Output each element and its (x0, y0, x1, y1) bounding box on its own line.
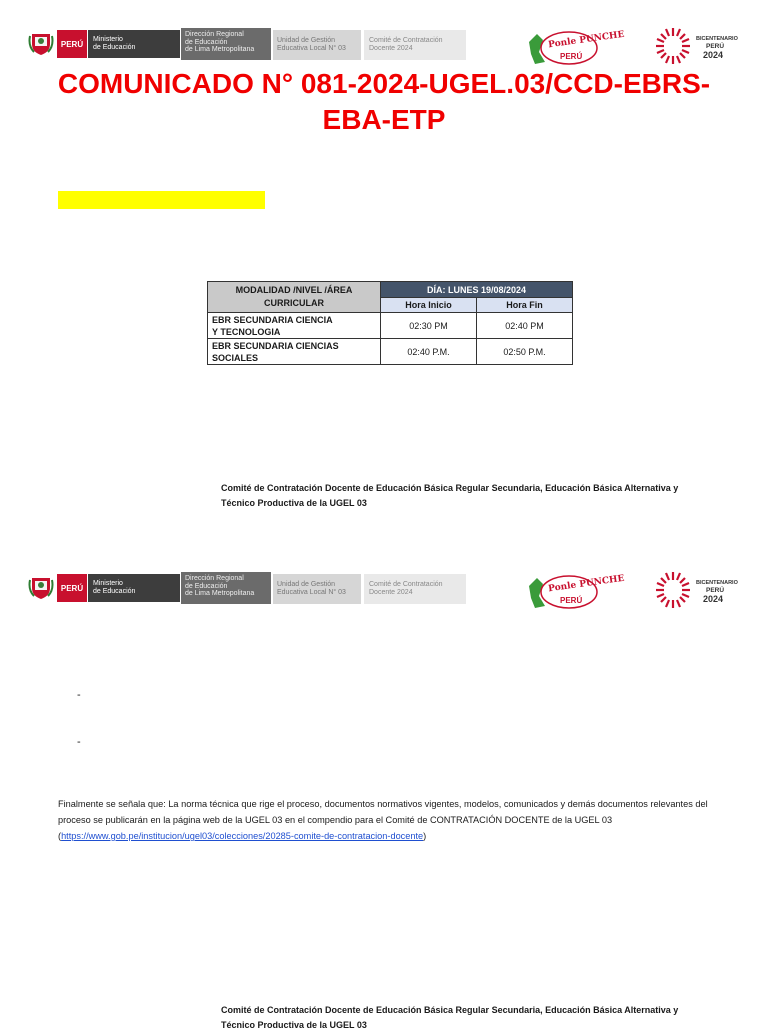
peru-coat-of-arms-icon (28, 28, 54, 56)
bicentenario-year: 2024 (703, 594, 724, 604)
bicentenario-year: 2024 (703, 50, 724, 60)
hora-inicio-cell: 02:30 PM (381, 313, 477, 339)
ugel-label: Unidad de Gestión Educativa Local N° 03 (273, 30, 361, 60)
table-row (208, 339, 573, 365)
column-header-hora-fin: Hora Fin (477, 298, 573, 313)
hora-inicio-cell: 02:40 P.M. (381, 339, 477, 365)
ponle-punche-peru: PERÚ (560, 52, 583, 61)
bicentenario-label: BICENTENARIO (696, 36, 738, 42)
final-paragraph (58, 796, 730, 844)
comite-link[interactable]: https://www.gob.pe/institucion/ugel03/colecciones/20285-comite-de-contratacion-docente (61, 831, 424, 841)
ugel-label: Unidad de Gestión Educativa Local N° 03 (273, 574, 361, 604)
area-cell: EBR SECUNDARIA CIENCIA Y TECNOLOGIA (208, 313, 381, 339)
peru-logo: PERÚ (57, 30, 87, 58)
ministerio-logo: Ministerio de Educación (88, 30, 180, 58)
column-header-day: DÍA: LUNES 19/08/2024 (381, 282, 573, 298)
hora-fin-cell: 02:40 PM (477, 313, 573, 339)
bullet-dash: - (77, 689, 81, 701)
ponle-punche-text: Ponle PUNCHE (547, 573, 626, 595)
bicentenario-peru: PERÚ (706, 587, 725, 594)
bicentenario-label: BICENTENARIO (696, 580, 738, 586)
signature-block: Comité de Contratación Docente de Educación Básica Regular Secundaria, Educación Básica Alternativa y Técnico Productiva de la UGEL 03 (221, 483, 679, 508)
schedule-table (207, 281, 573, 365)
yellow-highlight (58, 191, 265, 209)
final-text: Finalmente se señala que: La norma técnica que rige el proceso, documentos normativos vigentes, modelos, comunicados y demás documentos relevantes del proceso se publicarán en la página web de la UGEL 03 en el compendio para el Comité de CONTRATACIÓN DOCENTE de la UGEL 03 ( (58, 799, 708, 841)
column-header-modalidad: MODALIDAD /NIVEL /ÁREA CURRICULAR (208, 282, 381, 313)
direccion-regional-label: Dirección Regional de Educación de Lima Metropolitana (181, 572, 271, 604)
ponle-punche-peru: PERÚ (560, 596, 583, 605)
document-title: COMUNICADO N° 081-2024-UGEL.03/CCD-EBRS- EBA-ETP (57, 68, 711, 135)
ministerio-logo: Ministerio de Educación (88, 574, 180, 602)
bicentenario-logo-icon (654, 26, 692, 66)
bicentenario-logo-icon (654, 570, 692, 610)
area-cell: EBR SECUNDARIA CIENCIAS SOCIALES (208, 339, 381, 365)
signature-block: Comité de Contratación Docente de Educación Básica Regular Secundaria, Educación Básica Alternativa y Técnico Productiva de la UGEL 03 (221, 1005, 679, 1030)
final-close: ) (423, 831, 427, 841)
bicentenario-peru: PERÚ (706, 43, 725, 50)
comite-label: Comité de Contratación Docente 2024 (364, 30, 466, 60)
column-header-hora-inicio: Hora Inicio (381, 298, 477, 313)
header-banner (0, 568, 768, 618)
peru-logo: PERÚ (57, 574, 87, 602)
hora-fin-cell: 02:50 P.M. (477, 339, 573, 365)
table-row (208, 313, 573, 339)
ponle-punche-text: Ponle PUNCHE (547, 29, 626, 51)
bullet-dash: - (77, 736, 81, 748)
direccion-regional-label: Dirección Regional de Educación de Lima Metropolitana (181, 28, 271, 60)
peru-coat-of-arms-icon (28, 572, 54, 600)
comite-label: Comité de Contratación Docente 2024 (364, 574, 466, 604)
